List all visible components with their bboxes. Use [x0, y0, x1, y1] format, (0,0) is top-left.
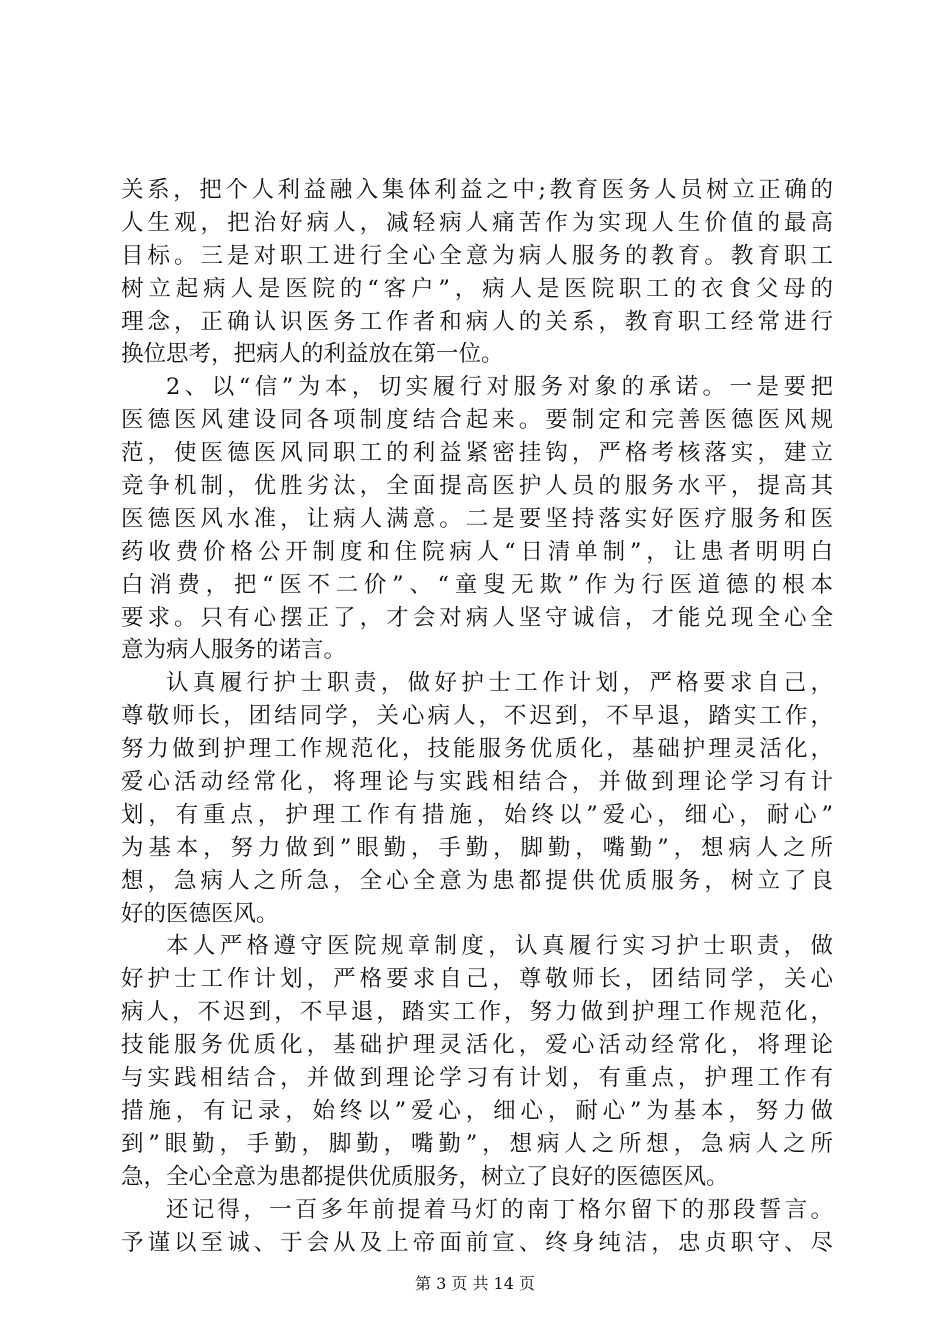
text-line: 措施，有记录，始终以”爱心，细心，耐心”为基本，努力做 — [121, 1097, 833, 1124]
text-line: 病人，不迟到，不早退，踏实工作，努力做到护理工作规范化， — [121, 999, 833, 1026]
text-line: 努力做到护理工作规范化，技能服务优质化，基础护理灵活化， — [121, 736, 833, 763]
text-line: 理念，正确认识医务工作者和病人的关系，教育职工经常进行 — [121, 308, 833, 335]
text-line: 为基本，努力做到”眼勤，手勤，脚勤，嘴勤”，想病人之所 — [121, 834, 833, 861]
text-line: 想，急病人之所急，全心全意为患都提供优质服务，树立了良 — [121, 867, 833, 894]
text-line: 人生观，把治好病人，减轻病人痛苦作为实现人生价值的最高 — [121, 209, 833, 236]
text-line: 与实践相结合，并做到理论学习有计划，有重点，护理工作有 — [121, 1065, 833, 1092]
text-line: 划，有重点，护理工作有措施，始终以”爱心，细心，耐心” — [121, 801, 833, 828]
text-line: 到”眼勤，手勤，脚勤，嘴勤”，想病人之所想，急病人之所 — [121, 1130, 833, 1157]
text-line: 要求。只有心摆正了，才会对病人坚守诚信，才能兑现全心全 — [121, 604, 833, 631]
body-text — [121, 174, 833, 1259]
text-line: 树立起病人是医院的“客户”，病人是医院职工的衣食父母的 — [121, 275, 833, 302]
text-line: 急，全心全意为患都提供优质服务，树立了良好的医德医风。 — [121, 1163, 729, 1190]
text-line: 目标。三是对职工进行全心全意为病人服务的教育。教育职工 — [121, 242, 833, 269]
text-line: 白消费，把“医不二价”、“童叟无欺”作为行医道德的根本 — [121, 571, 833, 598]
text-line: 爱心活动经常化，将理论与实践相结合，并做到理论学习有计 — [121, 769, 833, 796]
text-line: 认真履行护士职责，做好护士工作计划，严格要求自己， — [166, 670, 833, 697]
text-line: 尊敬师长，团结同学，关心病人，不迟到，不早退，踏实工作， — [121, 703, 833, 730]
text-line: 好的医德医风。 — [121, 900, 279, 927]
text-line: 技能服务优质化，基础护理灵活化，爱心活动经常化，将理论 — [121, 1032, 833, 1059]
text-line: 还记得，一百多年前提着马灯的南丁格尔留下的那段誓言。 — [166, 1196, 833, 1223]
text-line: 范，使医德医风同职工的利益紧密挂钩，严格考核落实，建立 — [121, 440, 833, 467]
text-line: 2、以“信”为本，切实履行对服务对象的承诺。一是要把 — [166, 374, 833, 401]
text-line: 药收费价格公开制度和住院病人“日清单制”，让患者明明白 — [121, 538, 833, 565]
text-line: 本人严格遵守医院规章制度，认真履行实习护士职责，做 — [166, 933, 833, 960]
text-line: 好护士工作计划，严格要求自己，尊敬师长，团结同学，关心 — [121, 966, 833, 993]
text-line: 竞争机制，优胜劣汰，全面提高医护人员的服务水平，提高其 — [121, 473, 833, 500]
text-line: 予谨以至诚、于会从及上帝面前宣、终身纯洁，忠贞职守、尽 — [121, 1229, 833, 1256]
text-line: 关系，把个人利益融入集体利益之中;教育医务人员树立正确的 — [121, 177, 833, 203]
text-line: 意为病人服务的诺言。 — [121, 637, 347, 664]
text-line: 医德医风水准，让病人满意。二是要坚持落实好医疗服务和医 — [121, 505, 833, 532]
page-footer: 第 3 页 共 14 页 — [415, 1274, 535, 1293]
text-line: 换位思考，把病人的利益放在第一位。 — [121, 341, 504, 368]
text-line: 医德医风建设同各项制度结合起来。要制定和完善医德医风规 — [121, 407, 833, 434]
